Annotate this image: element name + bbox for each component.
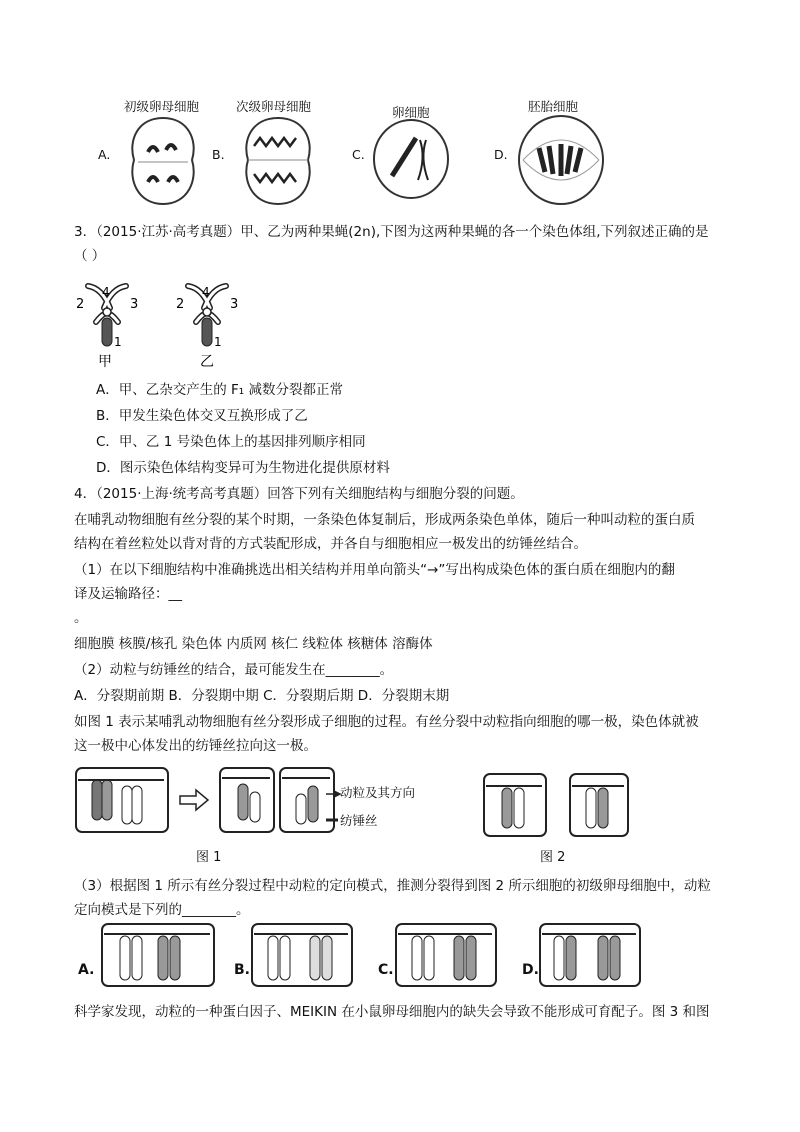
option-b-cell-figure xyxy=(232,112,324,208)
option-d-cell-figure xyxy=(515,112,607,208)
sub3-option-b-figure[interactable] xyxy=(252,924,352,986)
q3-option-a[interactable]: A．甲、乙杂交产生的 F₁ 减数分裂都正常 xyxy=(96,382,343,398)
q3-option-b[interactable]: B．甲发生染色体交叉互换形成了乙 xyxy=(96,408,308,424)
q4-sub2: （2）动粒与纺锤丝的结合，最可能发生在________。 xyxy=(74,662,394,678)
sub3-option-d-figure[interactable] xyxy=(540,924,640,986)
q4-sub3-option-figures xyxy=(74,920,644,990)
jia-num-3: 3 xyxy=(130,297,139,312)
option-b-caption: 次级卵母细胞 xyxy=(236,99,312,114)
label-yi: 乙 xyxy=(200,354,214,370)
option-c-cell-figure xyxy=(370,116,452,202)
q4-sub1-line3: 。 xyxy=(74,610,88,626)
option-b-letter[interactable]: B. xyxy=(212,147,225,162)
q4-para3: 科学家发现，动粒的一种蛋白因子、MEIKIN 在小鼠卵母细胞内的缺失会导致不能形成可育配子。图 3 和图 xyxy=(74,1004,710,1020)
yi-num-1: 1 xyxy=(214,335,222,349)
sub3-option-d-letter[interactable]: D. xyxy=(522,962,539,978)
sub3-option-c-figure[interactable] xyxy=(396,924,496,986)
sub3-option-a-figure[interactable] xyxy=(102,924,214,986)
option-d-letter[interactable]: D. xyxy=(494,147,508,162)
q4-para2-line1: 如图 1 表示某哺乳动物细胞有丝分裂形成子细胞的过程。有丝分裂中动粒指向细胞的哪一极，染色体就被 xyxy=(74,714,699,730)
q3-chromosome-figure xyxy=(74,272,274,370)
q4-title: 4．（2015·上海·统考高考真题）回答下列有关细胞结构与细胞分裂的问题。 xyxy=(74,486,524,502)
q4-para1-line1: 在哺乳动物细胞有丝分裂的某个时期，一条染色体复制后，形成两条染色单体，随后一种叫动粒的蛋白质 xyxy=(74,512,695,528)
legend-spindle: 纺锤丝 xyxy=(340,813,378,828)
yi-num-2: 2 xyxy=(176,297,185,312)
q4-para2-line2: 这一极中心体发出的纺锤丝拉向这一极。 xyxy=(74,738,317,754)
option-a-cell-figure xyxy=(118,112,208,208)
q3-option-c[interactable]: C．甲、乙 1 号染色体上的基因排列顺序相同 xyxy=(96,434,366,450)
figure-2 xyxy=(482,770,632,840)
option-c-letter[interactable]: C. xyxy=(352,147,365,162)
option-c-caption: 卵细胞 xyxy=(392,105,430,120)
label-jia: 甲 xyxy=(98,354,112,370)
yi-num-3: 3 xyxy=(230,297,239,312)
q4-sub3-line2: 定向模式是下列的________。 xyxy=(74,902,250,918)
q3-stem-line2: （ ） xyxy=(74,248,106,264)
figure-2-label: 图 2 xyxy=(540,850,566,865)
sub3-option-c-letter[interactable]: C. xyxy=(378,962,394,978)
q3-stem-line1: 3．（2015·江苏·高考真题）甲、乙为两种果蝇(2n),下图为这两种果蝇的各一个染色体组,下列叙述正确的是 xyxy=(74,224,709,240)
q4-structure-list: 细胞膜 核膜/核孔 染色体 内质网 核仁 线粒体 核糖体 溶酶体 xyxy=(74,636,433,652)
option-a-letter[interactable]: A. xyxy=(98,147,111,162)
option-d-caption: 胚胎细胞 xyxy=(528,99,579,114)
q3-option-d[interactable]: D．图示染色体结构变异可为生物进化提供原材料 xyxy=(96,460,390,476)
q4-sub2-options[interactable]: A．分裂期前期 B．分裂期中期 C．分裂期后期 D．分裂期末期 xyxy=(74,688,450,704)
sub3-option-a-letter[interactable]: A. xyxy=(78,962,95,978)
q4-sub3-line1: （3）根据图 1 所示有丝分裂过程中动粒的定向模式，推测分裂得到图 2 所示细胞的初级卵母细胞中，动粒 xyxy=(74,878,711,894)
sub3-option-b-letter[interactable]: B. xyxy=(234,962,250,978)
yi-num-4: 4 xyxy=(202,285,210,299)
figure-1-label: 图 1 xyxy=(196,850,222,865)
option-a-caption: 初级卵母细胞 xyxy=(124,99,200,114)
jia-num-4: 4 xyxy=(102,285,110,299)
jia-num-2: 2 xyxy=(76,297,85,312)
legend-kinetochore: 动粒及其方向 xyxy=(340,785,416,800)
q4-sub1-line2: 译及运输路径：__ xyxy=(74,586,182,602)
jia-num-1: 1 xyxy=(114,335,122,349)
q4-para1-line2: 结构在着丝粒处以背对背的方式装配形成，并各自与细胞相应一极发出的纺锤丝结合。 xyxy=(74,536,587,552)
q4-sub1-line1: （1）在以下细胞结构中准确挑选出相关结构并用单向箭头“→”写出构成染色体的蛋白质在细胞内的翻 xyxy=(74,562,675,578)
